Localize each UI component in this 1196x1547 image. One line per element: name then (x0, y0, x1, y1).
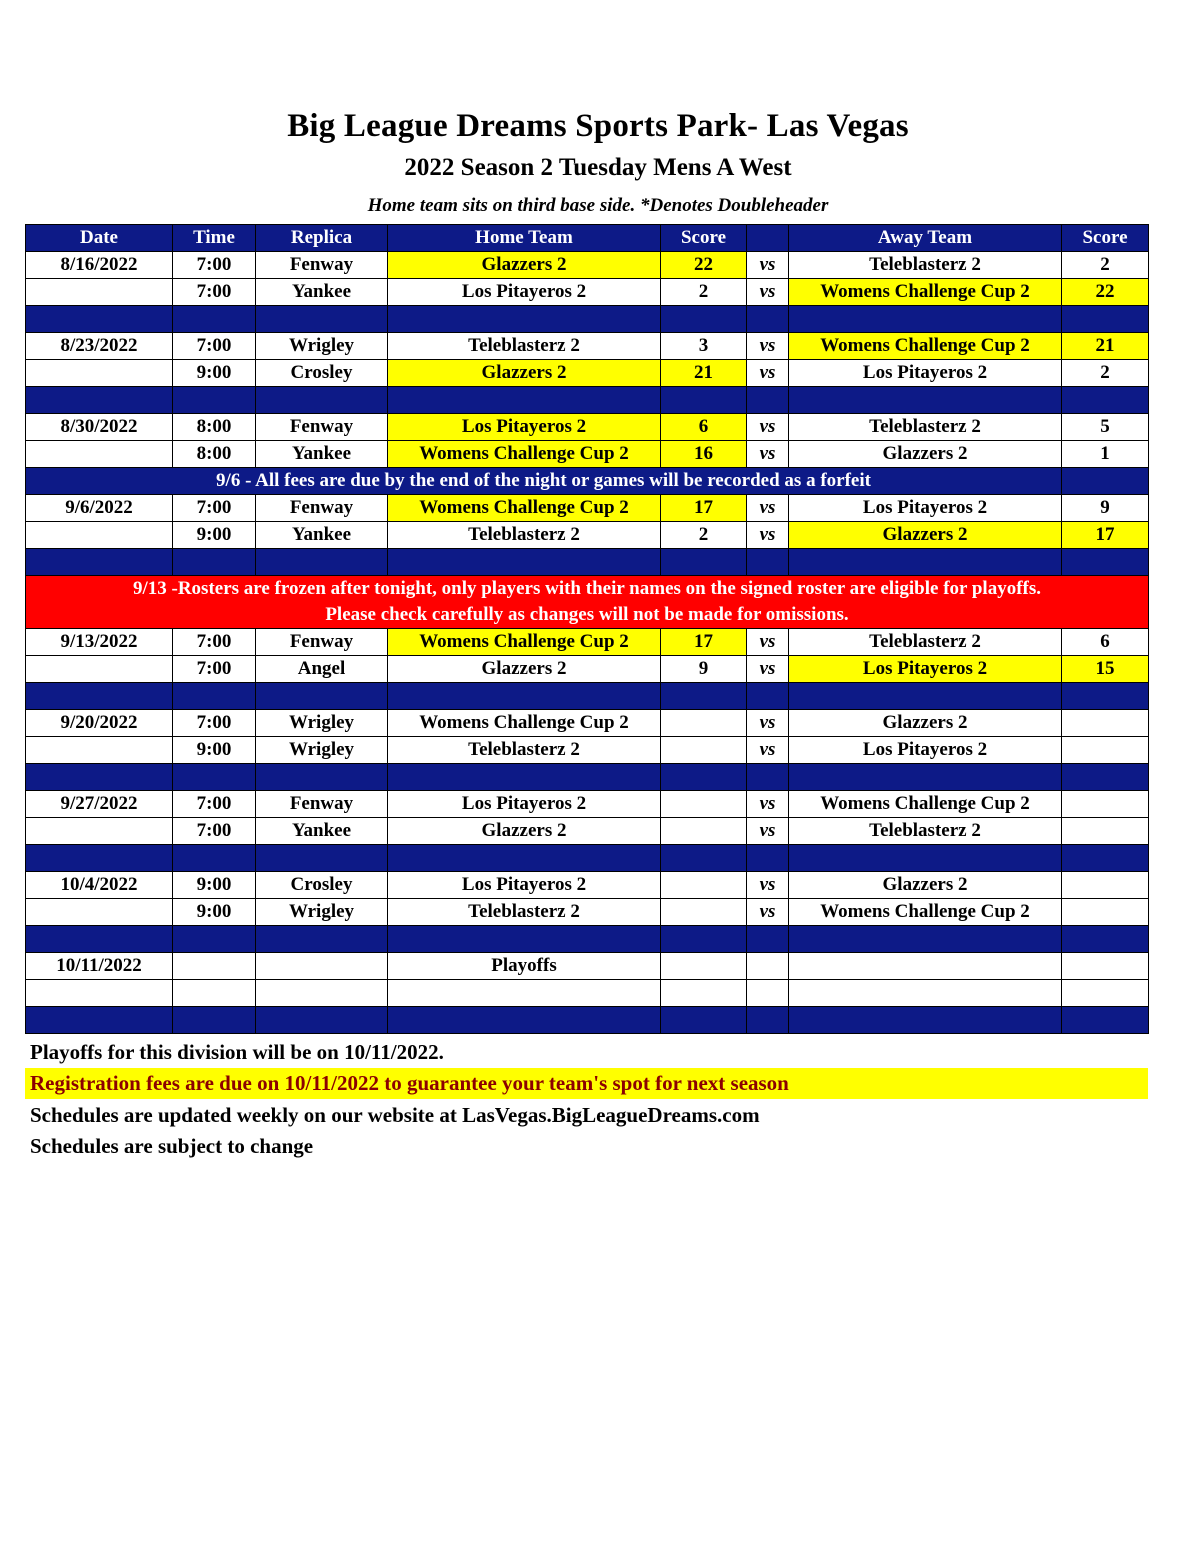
game-time: 8:00 (173, 441, 256, 468)
separator-cell (1062, 683, 1149, 710)
footer-registration-note: Registration fees are due on 10/11/2022 to guarantee your team's spot for next season (25, 1068, 1148, 1099)
game-row (26, 818, 1149, 845)
home-team: Glazzers 2 (388, 252, 661, 279)
game-date: 8/23/2022 (26, 333, 173, 360)
separator-cell (789, 306, 1062, 333)
vs-label: vs (747, 495, 789, 522)
separator-cell (1062, 549, 1149, 576)
home-team: Glazzers 2 (388, 360, 661, 387)
separator-cell (256, 387, 388, 414)
home-score: 22 (661, 252, 747, 279)
separator-cell (789, 845, 1062, 872)
game-time: 7:00 (173, 279, 256, 306)
field-replica: Crosley (256, 872, 388, 899)
field-replica: Yankee (256, 818, 388, 845)
separator-cell (747, 387, 789, 414)
field-replica: Yankee (256, 279, 388, 306)
game-date: 8/16/2022 (26, 252, 173, 279)
field-replica: Wrigley (256, 899, 388, 926)
separator-cell (388, 387, 661, 414)
separator-cell (256, 306, 388, 333)
field-replica: Yankee (256, 441, 388, 468)
away-score (1062, 791, 1149, 818)
separator-cell (26, 387, 173, 414)
footer-playoffs-note: Playoffs for this division will be on 10/11/2022. (30, 1040, 444, 1064)
game-date: 9/13/2022 (26, 629, 173, 656)
vs-label: vs (747, 791, 789, 818)
game-time: 9:00 (173, 360, 256, 387)
away-score: 5 (1062, 414, 1149, 441)
game-date (26, 737, 173, 764)
separator-cell (789, 926, 1062, 953)
separator-cell (661, 306, 747, 333)
game-date (26, 360, 173, 387)
game-row (26, 872, 1149, 899)
away-score (1062, 710, 1149, 737)
game-date (26, 279, 173, 306)
separator-cell (26, 683, 173, 710)
game-time: 7:00 (173, 710, 256, 737)
fee-notice-blank (1062, 468, 1149, 495)
game-time: 7:00 (173, 333, 256, 360)
fee-notice: 9/6 - All fees are due by the end of the night or games will be recorded as a forfeit (26, 468, 1062, 495)
game-date: 9/6/2022 (26, 495, 173, 522)
away-team: Womens Challenge Cup 2 (789, 279, 1062, 306)
separator-cell (173, 306, 256, 333)
away-score (1062, 737, 1149, 764)
separator-row (26, 306, 1149, 333)
page-title: Big League Dreams Sports Park- Las Vegas (287, 108, 909, 144)
home-score: 21 (661, 360, 747, 387)
separator-cell (661, 549, 747, 576)
separator-cell (747, 926, 789, 953)
home-team (388, 980, 661, 1007)
separator-cell (173, 387, 256, 414)
vs-label: vs (747, 414, 789, 441)
away-score: 21 (1062, 333, 1149, 360)
game-time: 7:00 (173, 252, 256, 279)
separator-cell (747, 764, 789, 791)
away-score: 2 (1062, 252, 1149, 279)
separator-cell (173, 764, 256, 791)
separator-cell (388, 926, 661, 953)
col-time-header: Time (173, 225, 256, 252)
game-date (26, 899, 173, 926)
away-team: Glazzers 2 (789, 710, 1062, 737)
field-replica: Fenway (256, 629, 388, 656)
separator-cell (747, 1007, 789, 1034)
separator-cell (1062, 306, 1149, 333)
game-time: 8:00 (173, 414, 256, 441)
separator-cell (256, 549, 388, 576)
home-score: 9 (661, 656, 747, 683)
field-replica: Fenway (256, 252, 388, 279)
home-score: 17 (661, 629, 747, 656)
away-team: Teleblasterz 2 (789, 414, 1062, 441)
game-time: 7:00 (173, 629, 256, 656)
away-team (789, 953, 1062, 980)
footer-website-note: Schedules are updated weekly on our website at LasVegas.BigLeagueDreams.com (30, 1103, 760, 1127)
game-row (26, 710, 1149, 737)
away-score: 2 (1062, 360, 1149, 387)
vs-label: vs (747, 252, 789, 279)
separator-cell (256, 1007, 388, 1034)
col-home-score-header: Score (661, 225, 747, 252)
field-replica: Wrigley (256, 710, 388, 737)
separator-cell (661, 1007, 747, 1034)
away-team: Womens Challenge Cup 2 (789, 899, 1062, 926)
footer-change-note: Schedules are subject to change (30, 1134, 314, 1158)
game-row (26, 279, 1149, 306)
vs-label: vs (747, 710, 789, 737)
separator-row (26, 845, 1149, 872)
roster-alert-line: 9/13 -Rosters are frozen after tonight, only players with their names on the signed roster are eligible for playoffs. (26, 576, 1149, 603)
field-replica: Angel (256, 656, 388, 683)
game-row (26, 252, 1149, 279)
separator-cell (388, 764, 661, 791)
separator-cell (789, 387, 1062, 414)
separator-row (26, 1007, 1149, 1034)
away-score: 9 (1062, 495, 1149, 522)
separator-cell (661, 387, 747, 414)
col-away-team-header: Away Team (789, 225, 1062, 252)
away-team: Los Pitayeros 2 (789, 656, 1062, 683)
separator-cell (256, 764, 388, 791)
game-row (26, 980, 1149, 1007)
field-replica (256, 980, 388, 1007)
page-subtitle: 2022 Season 2 Tuesday Mens A West (404, 154, 792, 181)
game-time (173, 953, 256, 980)
col-replica-header: Replica (256, 225, 388, 252)
separator-cell (789, 549, 1062, 576)
vs-label: vs (747, 441, 789, 468)
game-row (26, 360, 1149, 387)
separator-cell (26, 845, 173, 872)
away-team: Teleblasterz 2 (789, 629, 1062, 656)
separator-row (26, 683, 1149, 710)
game-date: 8/30/2022 (26, 414, 173, 441)
away-score: 17 (1062, 522, 1149, 549)
home-score (661, 818, 747, 845)
vs-label (747, 980, 789, 1007)
game-row (26, 414, 1149, 441)
game-time (173, 980, 256, 1007)
separator-cell (256, 926, 388, 953)
home-team: Glazzers 2 (388, 656, 661, 683)
home-team-note: Home team sits on third base side. *Denotes Doubleheader (367, 195, 829, 216)
separator-row (26, 926, 1149, 953)
separator-cell (661, 926, 747, 953)
game-date: 10/11/2022 (26, 953, 173, 980)
home-team: Teleblasterz 2 (388, 899, 661, 926)
away-team: Los Pitayeros 2 (789, 360, 1062, 387)
home-score: 16 (661, 441, 747, 468)
separator-cell (747, 845, 789, 872)
vs-label: vs (747, 360, 789, 387)
schedule-table (25, 224, 1149, 1034)
separator-cell (789, 683, 1062, 710)
col-away-score-header: Score (1062, 225, 1149, 252)
game-time: 9:00 (173, 872, 256, 899)
separator-cell (1062, 926, 1149, 953)
separator-cell (388, 549, 661, 576)
away-score (1062, 953, 1149, 980)
home-team: Los Pitayeros 2 (388, 414, 661, 441)
field-replica: Yankee (256, 522, 388, 549)
field-replica: Wrigley (256, 737, 388, 764)
home-score: 2 (661, 522, 747, 549)
away-team: Glazzers 2 (789, 441, 1062, 468)
separator-cell (789, 1007, 1062, 1034)
home-team: Womens Challenge Cup 2 (388, 710, 661, 737)
game-date: 10/4/2022 (26, 872, 173, 899)
separator-cell (173, 549, 256, 576)
away-team: Glazzers 2 (789, 872, 1062, 899)
home-team: Womens Challenge Cup 2 (388, 629, 661, 656)
vs-label: vs (747, 629, 789, 656)
separator-cell (1062, 387, 1149, 414)
home-team: Womens Challenge Cup 2 (388, 441, 661, 468)
field-replica: Fenway (256, 791, 388, 818)
separator-cell (388, 306, 661, 333)
separator-cell (173, 845, 256, 872)
separator-row (26, 387, 1149, 414)
schedule-body (26, 252, 1149, 1034)
separator-row (26, 549, 1149, 576)
home-team: Los Pitayeros 2 (388, 279, 661, 306)
game-row (26, 791, 1149, 818)
separator-row (26, 764, 1149, 791)
header-row (26, 225, 1149, 252)
game-row (26, 333, 1149, 360)
roster-alert-line: Please check carefully as changes will not be made for omissions. (26, 602, 1149, 629)
vs-label: vs (747, 872, 789, 899)
home-score (661, 710, 747, 737)
fee-notice-row (26, 468, 1149, 495)
game-row (26, 522, 1149, 549)
game-time: 7:00 (173, 656, 256, 683)
home-score: 3 (661, 333, 747, 360)
home-score (661, 980, 747, 1007)
away-team: Glazzers 2 (789, 522, 1062, 549)
vs-label: vs (747, 522, 789, 549)
game-date (26, 522, 173, 549)
separator-cell (173, 1007, 256, 1034)
home-team: Playoffs (388, 953, 661, 980)
away-score (1062, 872, 1149, 899)
game-time: 9:00 (173, 899, 256, 926)
separator-cell (26, 549, 173, 576)
separator-cell (747, 306, 789, 333)
home-score (661, 953, 747, 980)
separator-cell (1062, 1007, 1149, 1034)
game-date (26, 818, 173, 845)
away-team: Los Pitayeros 2 (789, 737, 1062, 764)
vs-label: vs (747, 899, 789, 926)
home-team: Los Pitayeros 2 (388, 872, 661, 899)
away-team: Womens Challenge Cup 2 (789, 791, 1062, 818)
home-team: Teleblasterz 2 (388, 737, 661, 764)
separator-cell (256, 845, 388, 872)
field-replica: Fenway (256, 414, 388, 441)
away-team (789, 980, 1062, 1007)
vs-label: vs (747, 279, 789, 306)
separator-cell (256, 683, 388, 710)
home-score: 6 (661, 414, 747, 441)
game-date: 9/20/2022 (26, 710, 173, 737)
game-date (26, 656, 173, 683)
home-team: Teleblasterz 2 (388, 522, 661, 549)
col-vs-header (747, 225, 789, 252)
away-score (1062, 818, 1149, 845)
home-score (661, 872, 747, 899)
away-team: Teleblasterz 2 (789, 818, 1062, 845)
separator-cell (1062, 845, 1149, 872)
separator-cell (173, 926, 256, 953)
separator-cell (661, 845, 747, 872)
game-row (26, 953, 1149, 980)
vs-label (747, 953, 789, 980)
game-row (26, 495, 1149, 522)
col-date-header: Date (26, 225, 173, 252)
game-time: 7:00 (173, 791, 256, 818)
separator-cell (1062, 764, 1149, 791)
vs-label: vs (747, 818, 789, 845)
away-score: 6 (1062, 629, 1149, 656)
away-team: Teleblasterz 2 (789, 252, 1062, 279)
separator-cell (388, 845, 661, 872)
away-team: Womens Challenge Cup 2 (789, 333, 1062, 360)
game-row (26, 737, 1149, 764)
vs-label: vs (747, 333, 789, 360)
separator-cell (388, 683, 661, 710)
home-team: Womens Challenge Cup 2 (388, 495, 661, 522)
game-row (26, 656, 1149, 683)
away-score (1062, 899, 1149, 926)
away-score: 22 (1062, 279, 1149, 306)
col-home-team-header: Home Team (388, 225, 661, 252)
home-score: 17 (661, 495, 747, 522)
game-time: 9:00 (173, 522, 256, 549)
separator-cell (26, 1007, 173, 1034)
game-time: 7:00 (173, 818, 256, 845)
separator-cell (661, 683, 747, 710)
home-team: Los Pitayeros 2 (388, 791, 661, 818)
game-row (26, 629, 1149, 656)
away-score: 1 (1062, 441, 1149, 468)
field-replica: Wrigley (256, 333, 388, 360)
home-team: Glazzers 2 (388, 818, 661, 845)
home-score (661, 737, 747, 764)
vs-label: vs (747, 737, 789, 764)
game-time: 7:00 (173, 495, 256, 522)
away-score: 15 (1062, 656, 1149, 683)
separator-cell (789, 764, 1062, 791)
vs-label: vs (747, 656, 789, 683)
away-score (1062, 980, 1149, 1007)
separator-cell (388, 1007, 661, 1034)
field-replica: Crosley (256, 360, 388, 387)
game-row (26, 899, 1149, 926)
game-date (26, 441, 173, 468)
separator-cell (747, 549, 789, 576)
game-date (26, 980, 173, 1007)
game-row (26, 441, 1149, 468)
separator-cell (26, 926, 173, 953)
game-date: 9/27/2022 (26, 791, 173, 818)
separator-cell (661, 764, 747, 791)
separator-cell (747, 683, 789, 710)
separator-cell (173, 683, 256, 710)
home-team: Teleblasterz 2 (388, 333, 661, 360)
home-score (661, 899, 747, 926)
away-team: Los Pitayeros 2 (789, 495, 1062, 522)
game-time: 9:00 (173, 737, 256, 764)
field-replica: Fenway (256, 495, 388, 522)
separator-cell (26, 306, 173, 333)
separator-cell (26, 764, 173, 791)
home-score (661, 791, 747, 818)
roster-alert-row (26, 602, 1149, 629)
field-replica (256, 953, 388, 980)
roster-alert-row (26, 576, 1149, 603)
home-score: 2 (661, 279, 747, 306)
